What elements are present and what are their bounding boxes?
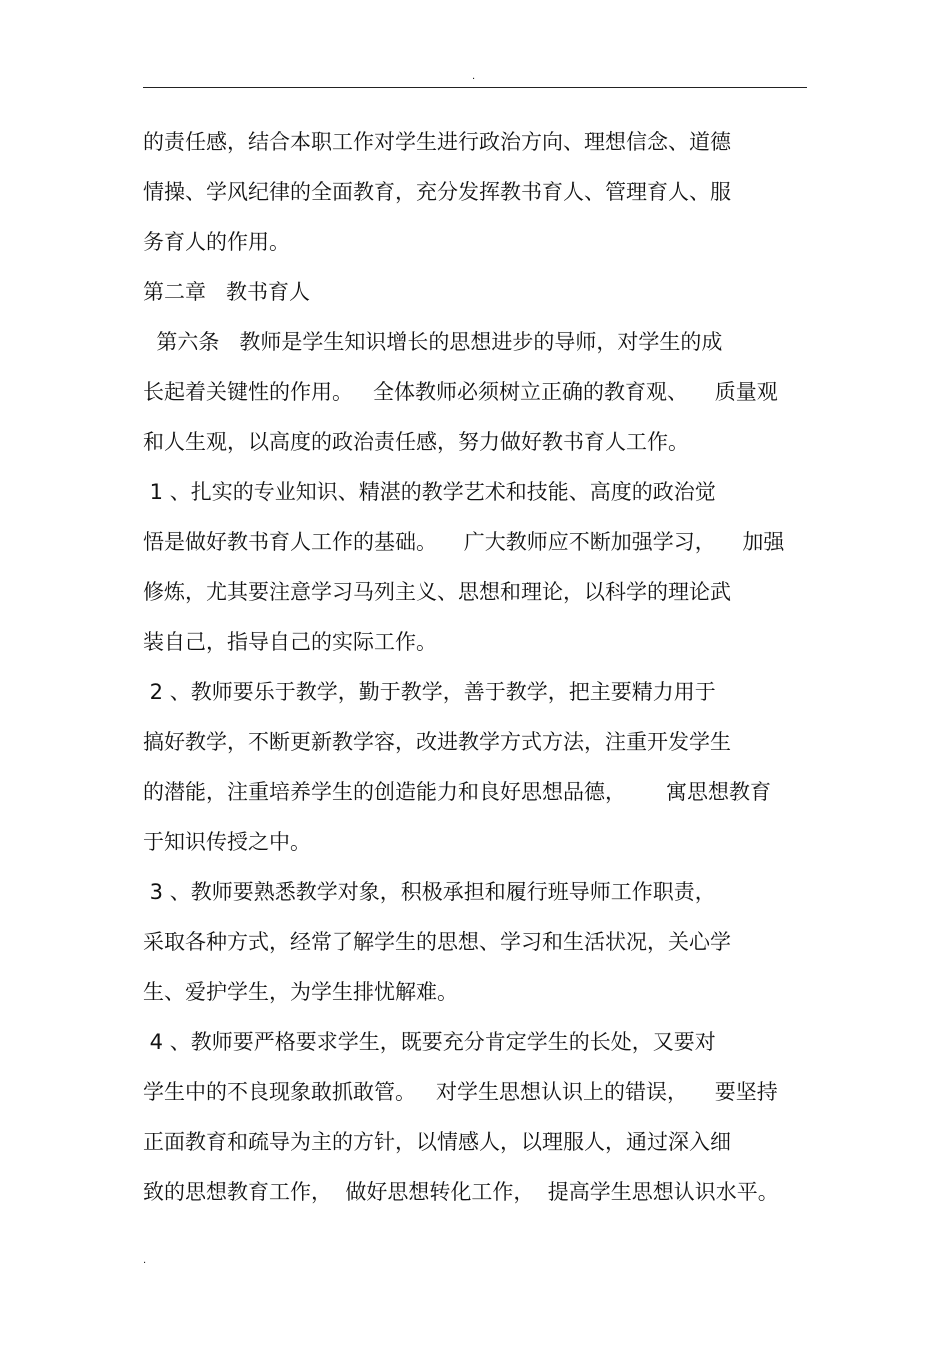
text-line: 4 、教师要严格要求学生，既要充分肯定学生的长处，又要对 [143,1030,716,1054]
text-line: 1 、扎实的专业知识、精湛的教学艺术和技能、高度的政治觉 [143,480,716,504]
text-line: 情操、学风纪律的全面教育，充分发挥教书育人、管理育人、服 [143,180,731,204]
text-line: 装自己，指导自己的实际工作。 [143,630,437,654]
footer-dot: . [143,1255,147,1266]
text-line: 的潜能，注重培养学生的创造能力和良好思想品德， 寓思想教育 [143,780,772,804]
text-line: 正面教育和疏导为主的方针，以情感人，以理服人，通过深入细 [143,1130,731,1154]
text-line: 的责任感，结合本职工作对学生进行政治方向、理想信念、道德 [143,130,731,154]
header-dot: . [472,71,476,82]
text-line: 采取各种方式，经常了解学生的思想、学习和生活状况，关心学 [143,930,731,954]
text-line: 修炼，尤其要注意学习马列主义、思想和理论，以科学的理论武 [143,580,731,604]
text-line: 学生中的不良现象敢抓敢管。 对学生思想认识上的错误， 要坚持 [143,1080,778,1104]
text-line: 第六条 教师是学生知识增长的思想进步的导师，对学生的成 [143,330,723,354]
text-line: 和人生观，以高度的政治责任感，努力做好教书育人工作。 [143,430,689,454]
chapter-heading: 第二章 教书育人 [143,280,311,304]
text-line: 务育人的作用。 [143,230,290,254]
text-line: 致的思想教育工作， 做好思想转化工作， 提高学生思想认识水平。 [143,1180,779,1204]
text-line: 生、爱护学生，为学生排忧解难。 [143,980,458,1004]
text-line: 3 、教师要熟悉教学对象，积极承担和履行班导师工作职责， [143,880,716,904]
text-line: 搞好教学，不断更新教学容，改进教学方式方法，注重开发学生 [143,730,731,754]
text-line: 悟是做好教书育人工作的基础。 广大教师应不断加强学习， 加强 [143,530,785,554]
text-line: 2 、教师要乐于教学，勤于教学，善于教学，把主要精力用于 [143,680,716,704]
text-line: 长起着关键性的作用。 全体教师必须树立正确的教育观、 质量观 [143,380,778,404]
header-rule [143,87,807,88]
text-line: 于知识传授之中。 [143,830,311,854]
